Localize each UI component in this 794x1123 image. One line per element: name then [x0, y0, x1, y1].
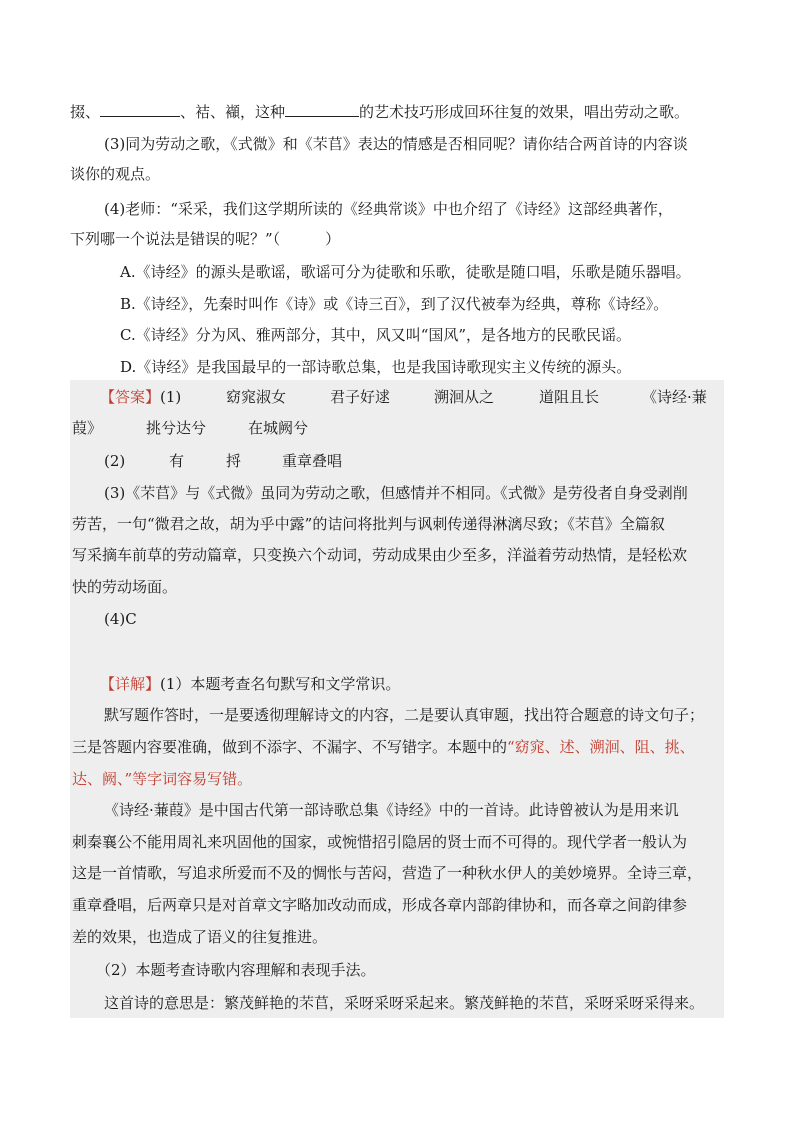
detail-p2-line-5: 差的效果，也造成了语义的往复推进。 — [72, 928, 328, 946]
a3-line-2: 劳苦，一句“微君之故，胡为乎中露”的诘问将批判与讽刺传递得淋漓尽致；《芣苢》全篇叙 — [72, 515, 665, 533]
a2-item-2: 捋 — [226, 452, 242, 470]
a2-label: (2) — [104, 452, 126, 470]
detail-p1-line-2 — [72, 737, 695, 757]
a3-line-1: (3)《芣苢》与《式微》虽同为劳动之歌，但感情并不相同。《式微》是劳役者自身受剥削 — [104, 484, 688, 502]
detail-q2-intro: （2）本题考查诗歌内容理解和表现手法。 — [96, 961, 376, 979]
detail-intro: (1）本题考查名句默写和文学常识。 — [160, 675, 401, 693]
tail-text-1: 掇、 — [70, 103, 101, 121]
a3-line-3: 写采摘车前草的劳动篇章，只变换六个动词，劳动成果由少至多，洋溢着劳动热情，是轻松欢 — [72, 546, 688, 564]
a1-item-2: 君子好逑 — [330, 388, 391, 406]
detail-p2-line-4: 重章叠唱，后两章只是对首章文字略加改动而成，形成各章内部韵律协和，而各章之间韵律参 — [72, 896, 688, 914]
a4-line: (4)C — [104, 610, 137, 628]
detail-tag: 【详解】 — [100, 675, 161, 693]
q3-line-1: (3)同为劳动之歌，《式微》和《芣苢》表达的情感是否相同呢？请你结合两首诗的内容谈 — [104, 135, 688, 153]
a1-item-4: 道阻且长 — [539, 388, 600, 406]
question-tail-line — [70, 102, 689, 122]
q4-option-d[interactable]: D.《诗经》是我国最早的一部诗歌总集，也是我国诗歌现实主义传统的源头。 — [120, 358, 632, 376]
q4-line-2: 下列哪一个说法是错误的呢？”（ ） — [70, 230, 341, 248]
a1-line2-item-3: 在城阙兮 — [248, 419, 309, 437]
a1-item-5: 《诗经·蒹 — [642, 388, 707, 406]
detail-p2-line-2: 刺秦襄公不能用周礼来巩固他的国家，或惋惜招引隐居的贤士而不可得的。现代学者一般认为 — [72, 833, 688, 851]
answer-section — [70, 380, 724, 1018]
detail-p1-line-1: 默写题作答时，一是要透彻理解诗文的内容，二是要认真审题，找出符合题意的诗文句子； — [104, 706, 705, 724]
detail-p1-line-2b: “窈窕、述、溯洄、阻、挑、 — [507, 738, 695, 756]
detail-p1-line-2a: 三是答题内容要准确，做到不添字、不漏字、不写错字。本题中的 — [72, 738, 508, 756]
detail-p2-line-3: 这是一首情歌，写追求所爱而不及的惆怅与苦闷，营造了一种秋水伊人的美妙境界。全诗三章， — [72, 864, 703, 882]
answer-tag: 【答案】 — [100, 388, 161, 406]
tail-text-3: 的艺术技巧形成回环往复的效果，唱出劳动之歌。 — [359, 103, 690, 121]
tail-text-2: 、袺、襭，这种 — [180, 103, 286, 121]
a1-line2-item-1: 葭》 — [72, 419, 103, 437]
fill-blank-2[interactable] — [285, 102, 359, 117]
a1-label: (1) — [160, 388, 182, 406]
q4-line-1: (4)老师：“采采，我们这学期所读的《经典常谈》中也介绍了《诗经》这部经典著作， — [104, 200, 673, 218]
a3-line-4: 快的劳动场面。 — [72, 578, 178, 596]
q4-option-a[interactable]: A.《诗经》的源头是歌谣，歌谣可分为徒歌和乐歌，徒歌是随口唱，乐歌是随乐器唱。 — [120, 263, 691, 281]
q4-option-b[interactable]: B.《诗经》，先秦时叫作《诗》或《诗三百》，到了汉代被奉为经典，尊称《诗经》。 — [120, 295, 669, 313]
detail-q2-line: 这首诗的意思是：繁茂鲜艳的芣苢，采呀采呀采起来。繁茂鲜艳的芣苢，采呀采呀采得来。 — [104, 994, 705, 1012]
q3-line-2: 谈你的观点。 — [70, 165, 161, 183]
a1-line2-item-2: 挑兮达兮 — [146, 419, 207, 437]
fill-blank-1[interactable] — [100, 102, 180, 117]
detail-p2-line-1: 《诗经·蒹葭》是中国古代第一部诗歌总集《诗经》中的一首诗。此诗曾被认为是用来讥 — [104, 801, 679, 819]
a2-item-3: 重章叠唱 — [282, 452, 343, 470]
q4-option-c[interactable]: C.《诗经》分为风、雅两部分，其中，风又叫“国风”，是各地方的民歌民谣。 — [120, 326, 632, 344]
a1-item-1: 窈窕淑女 — [226, 388, 287, 406]
detail-p1-line-3: 达、阙、”等字词容易写错。 — [72, 770, 253, 788]
answer-line-1 — [100, 387, 181, 407]
a1-item-3: 溯洄从之 — [434, 388, 495, 406]
detail-intro-line — [100, 674, 400, 694]
a2-item-1: 有 — [169, 452, 185, 470]
